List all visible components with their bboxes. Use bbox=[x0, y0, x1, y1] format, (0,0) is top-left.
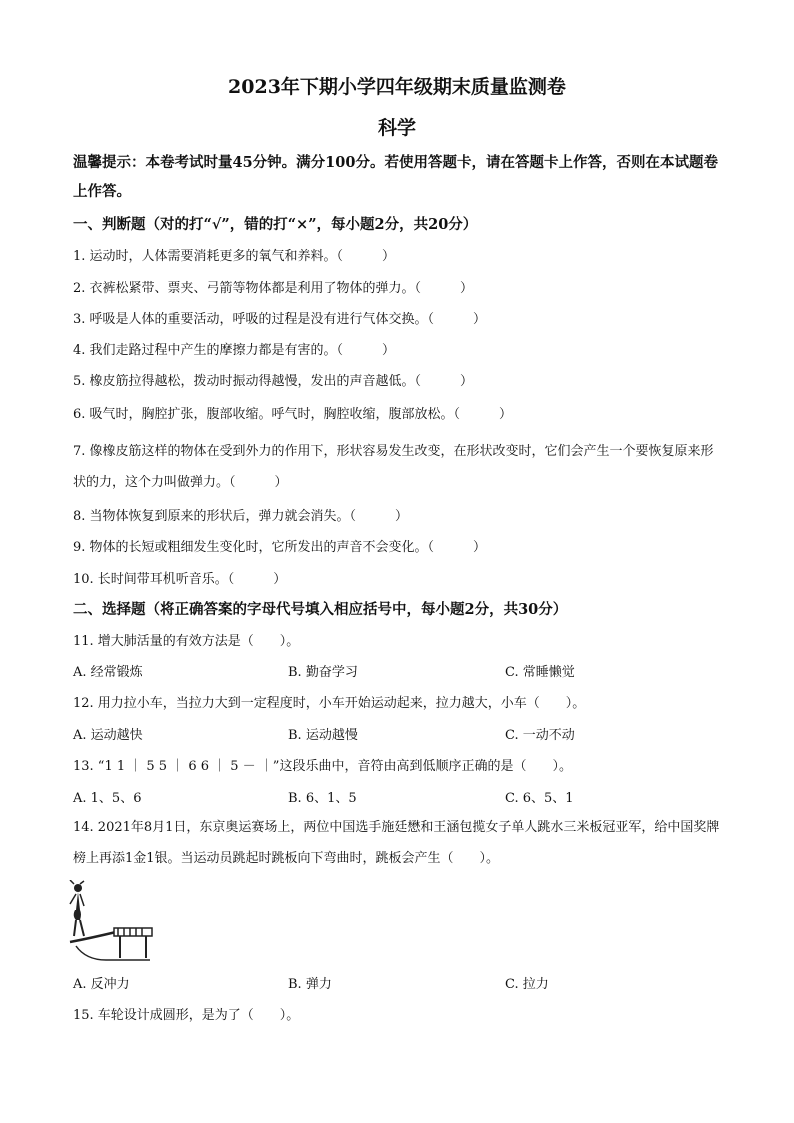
question-10: 10. 长时间带耳机听音乐。（ ） bbox=[73, 572, 287, 587]
question-14-option-a: A. 反冲力 bbox=[73, 977, 130, 992]
question-15: 15. 车轮设计成圆形，是为了（ ）。 bbox=[73, 1008, 300, 1023]
question-1: 1. 运动时，人体需要消耗更多的氧气和养料。（ ） bbox=[73, 249, 396, 264]
question-12-option-a: A. 运动越快 bbox=[73, 728, 143, 743]
question-9: 9. 物体的长短或粗细发生变化时，它所发出的声音不会变化。（ ） bbox=[73, 540, 487, 555]
question-13-option-a: A. 1、5、6 bbox=[73, 791, 142, 806]
question-6: 6. 吸气时，胸腔扩张，腹部收缩。呼气时，胸腔收缩，腹部放松。（ ） bbox=[73, 407, 513, 422]
question-12: 12. 用力拉小车，当拉力大到一定程度时，小车开始运动起来，拉力越大，小车（ ）。 bbox=[73, 696, 586, 711]
exam-subject: 科学 bbox=[377, 117, 416, 139]
question-13: 13. “1 1 ｜ 5 5 ｜ 6 6 ｜ 5 － ｜”这段乐曲中，音符由高到低顺序正确的是（ ）。 bbox=[73, 759, 572, 774]
question-11-option-c: C. 常睡懒觉 bbox=[505, 665, 575, 680]
question-14: 14. 2021年8月1日，东京奥运赛场上，两位中国选手施廷懋和王涵包揽女子单人跳水三米板冠亚军，给中国奖牌榜上再添1金1银。当运动员跳起时跳板向下弯曲时，跳板会产生（ ）。 bbox=[73, 820, 720, 866]
question-14-option-b: B. 弹力 bbox=[288, 977, 332, 992]
section-1-heading: 一、判断题（对的打“√”，错的打“×”，每小题2分，共20分） bbox=[73, 216, 478, 233]
question-11: 11. 增大肺活量的有效方法是（ ）。 bbox=[73, 634, 300, 649]
question-8: 8. 当物体恢复到原来的形状后，弹力就会消失。（ ） bbox=[73, 509, 409, 524]
question-12-option-c: C. 一动不动 bbox=[505, 728, 575, 743]
question-14-option-c: C. 拉力 bbox=[505, 977, 549, 992]
question-7: 7. 像橡皮筋这样的物体在受到外力的作用下，形状容易发生改变，在形状改变时，它们会产生一个要恢复原来形状的力，这个力叫做弹力。（ ） bbox=[73, 444, 714, 490]
question-11-option-a: A. 经常锻炼 bbox=[73, 665, 143, 680]
section-2-heading: 二、选择题（将正确答案的字母代号填入相应括号中，每小题2分，共30分） bbox=[73, 601, 568, 618]
question-13-option-b: B. 6、1、5 bbox=[288, 791, 357, 806]
diver-springboard-figure bbox=[66, 880, 156, 965]
question-3: 3. 呼吸是人体的重要活动，呼吸的过程是没有进行气体交换。（ ） bbox=[73, 312, 487, 327]
question-11-option-b: B. 勤奋学习 bbox=[288, 665, 358, 680]
question-12-option-b: B. 运动越慢 bbox=[288, 728, 358, 743]
exam-title: 2023年下期小学四年级期末质量监测卷 bbox=[228, 76, 566, 98]
question-4: 4. 我们走路过程中产生的摩擦力都是有害的。（ ） bbox=[73, 343, 396, 358]
exam-notice: 温馨提示：本卷考试时量45分钟。满分100分。若使用答题卡，请在答题卡上作答，否则在本试题卷上作答。 bbox=[73, 154, 718, 200]
question-13-option-c: C. 6、5、1 bbox=[505, 791, 574, 806]
question-5: 5. 橡皮筋拉得越松，拨动时振动得越慢，发出的声音越低。（ ） bbox=[73, 374, 474, 389]
question-2: 2. 衣裤松紧带、票夹、弓箭等物体都是利用了物体的弹力。（ ） bbox=[73, 281, 474, 296]
